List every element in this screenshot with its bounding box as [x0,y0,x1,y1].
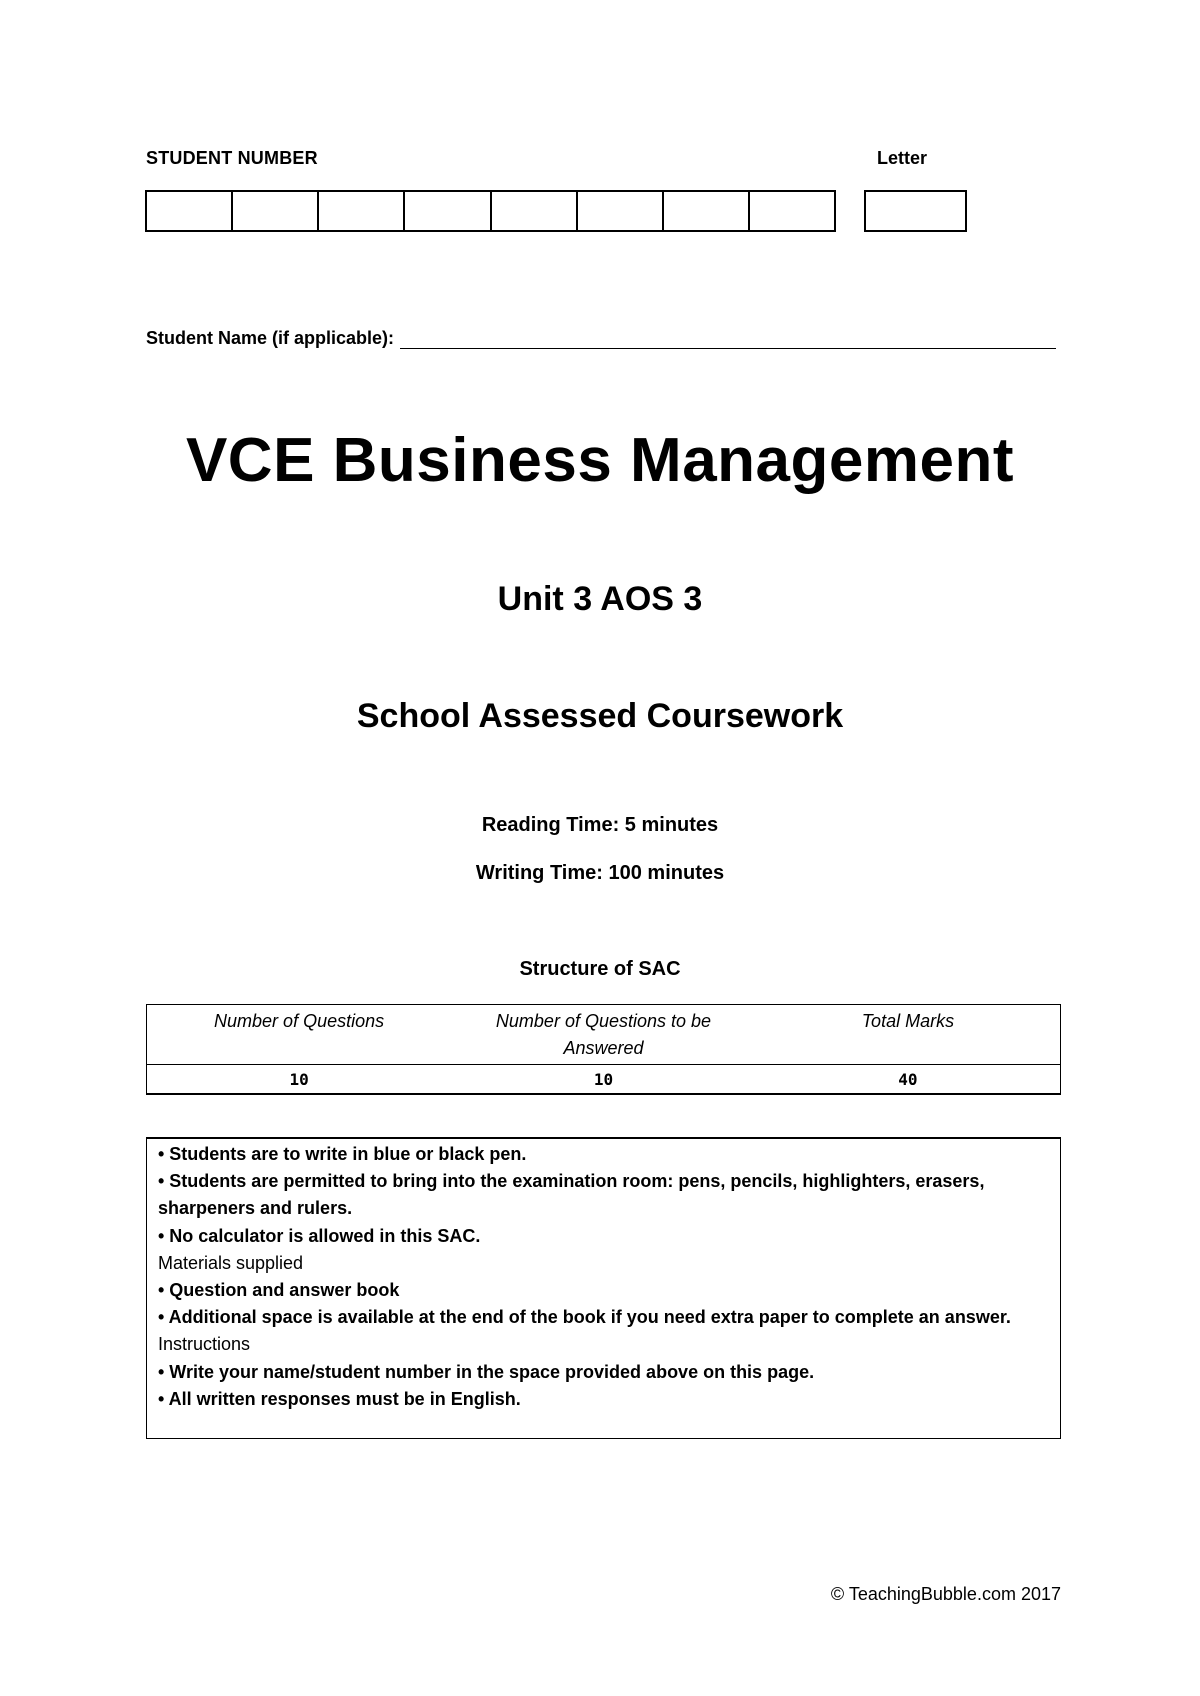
column-header: Number of Questions to be Answered [451,1005,756,1065]
unit-heading: Unit 3 AOS 3 [497,580,703,618]
instruction-line: • All written responses must be in English. [158,1388,521,1409]
letter-box[interactable] [864,190,967,232]
structure-title: Structure of SAC [519,958,681,980]
table-cell: 10 [289,1069,309,1089]
subtitle: School Assessed Coursework [356,697,844,735]
instruction-line: • Students are permitted to bring into the examination room: pens, pencils, highlighters, erasers, sharpeners and rulers. [158,1171,985,1219]
copyright-footer: © TeachingBubble.com 2017 [830,1584,1061,1604]
column-header: Total Marks [756,1005,1061,1065]
instruction-line: • Question and answer book [158,1280,400,1301]
student-number-box[interactable] [405,192,491,230]
reading-time: Reading Time: 5 minutes [481,814,719,836]
section-heading: Instructions [158,1334,251,1355]
student-name-line[interactable] [400,330,1056,349]
table-cell: 40 [898,1069,918,1089]
student-name-row [146,328,1056,349]
instruction-line: • No calculator is allowed in this SAC. [158,1225,481,1246]
student-number-boxes [145,190,836,232]
student-number-box[interactable] [319,192,405,230]
section-heading: Materials supplied [158,1252,304,1273]
letter-label: Letter [877,148,928,168]
instruction-line: • Students are to write in blue or black pen. [158,1144,527,1164]
student-number-box[interactable] [492,192,578,230]
column-header: Number of Questions [147,1005,452,1065]
student-number-box[interactable] [578,192,664,230]
writing-time: Writing Time: 100 minutes [475,862,725,884]
student-number-label: STUDENT NUMBER [146,148,318,168]
table-header-row [147,1005,1061,1065]
student-name-label: Student Name (if applicable): [146,328,395,348]
student-number-box[interactable] [147,192,233,230]
sac-structure-table [146,1004,1061,1095]
document-title: VCE Business Management [185,426,1015,495]
table-row [147,1065,1061,1095]
student-number-box[interactable] [750,192,834,230]
instruction-line: • Additional space is available at the end of the book if you need extra paper to complete an answer. [158,1307,1011,1328]
table-cell: 10 [593,1069,614,1089]
student-number-box[interactable] [233,192,319,230]
instruction-line: • Write your name/student number in the space provided above on this page. [158,1361,815,1382]
student-number-box[interactable] [664,192,750,230]
instructions-box [146,1137,1061,1439]
